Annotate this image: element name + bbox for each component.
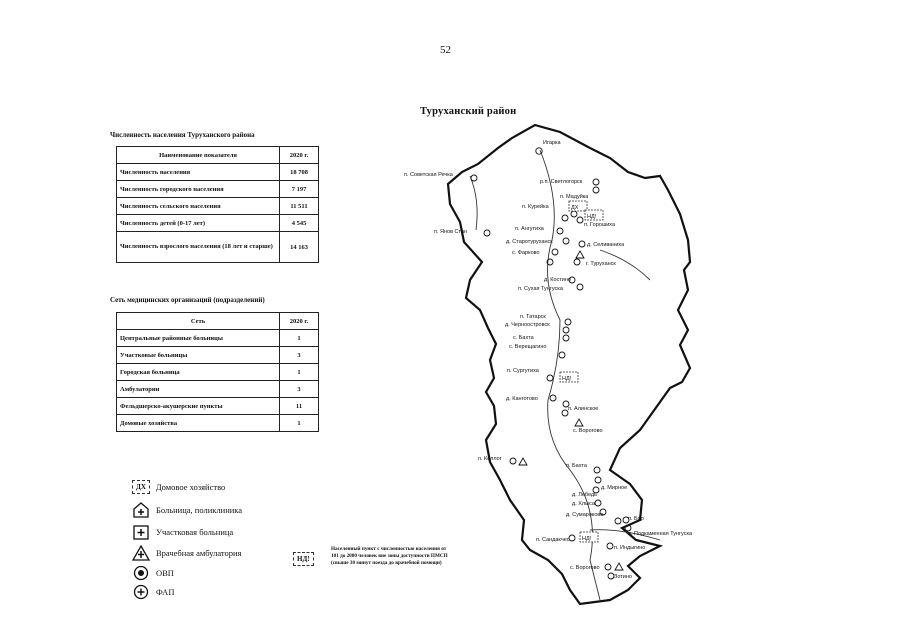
- map-label: д. Старотуруханск: [506, 239, 553, 245]
- dh-marker: [569, 201, 587, 211]
- map-label: д. Селиваниха: [587, 242, 625, 248]
- row-label: Численность взрослого населения (18 лет и старше): [117, 232, 280, 263]
- map-label: п. Советская Речка: [404, 172, 453, 178]
- map-label: НД!: [587, 214, 597, 220]
- map-label: п. Бахта: [566, 463, 587, 469]
- population-header-name: Наименование показателя: [117, 147, 280, 164]
- legend-ambulatory-label: Врачебная амбулатория: [156, 548, 242, 558]
- map-label: п. Алинское: [568, 406, 599, 412]
- map-label: НД!: [562, 376, 572, 382]
- map-label: Игарка: [543, 140, 561, 146]
- row-value: 3: [280, 347, 319, 364]
- legend-ovp-label: ОВП: [156, 568, 174, 578]
- med-orgs-title: Сеть медицинских организаций (подразделений): [110, 296, 265, 304]
- map-label: п. Горошиха: [584, 222, 616, 228]
- row-label: Центральные районные больницы: [117, 330, 280, 347]
- map-label: НД!: [582, 536, 592, 542]
- dh-icon: ДХ: [132, 480, 150, 494]
- map-label: п. Сандакчес: [536, 537, 570, 543]
- row-value: 11 511: [280, 198, 319, 215]
- row-label: Численность населения: [117, 164, 280, 181]
- map-label: Зотино: [614, 574, 632, 580]
- row-value: 1: [280, 415, 319, 432]
- map-label: п. Келлог: [478, 456, 502, 462]
- map-label: п. Ангутиха: [515, 226, 544, 232]
- row-label: Участковые больницы: [117, 347, 280, 364]
- map-label: г. Туруханск: [586, 261, 616, 267]
- row-value: 7 197: [280, 181, 319, 198]
- map-label: п. Мадуйка: [560, 194, 589, 200]
- row-label: Численность городского населения: [117, 181, 280, 198]
- row-label: Численность сельского населения: [117, 198, 280, 215]
- row-label: Городская больница: [117, 364, 280, 381]
- map-label: с. Фарково: [512, 250, 540, 256]
- map-label: р.п. Светлогорск: [540, 179, 583, 185]
- med-orgs-header-name: Сеть: [117, 313, 280, 330]
- map-label: д. Хлыса: [572, 501, 595, 507]
- legend-hospital-label: Больница, поликлиника: [156, 505, 243, 515]
- map-label: д. Канготово: [506, 396, 538, 402]
- row-label: Фельдшерско-акушерские пункты: [117, 398, 280, 415]
- map-label: п. Бор: [628, 516, 644, 522]
- row-value: 1: [280, 364, 319, 381]
- place-labels: [404, 140, 693, 580]
- map-label: ДХ: [571, 205, 579, 211]
- map-label: с. Бахта: [513, 335, 534, 341]
- population-title: Численность населения Туруханского района: [110, 131, 255, 139]
- row-value: 3: [280, 381, 319, 398]
- map-label: д. Сумароково: [566, 512, 604, 518]
- map-label: с. Верещагино: [509, 344, 547, 350]
- med-orgs-header-year: 2020 г.: [280, 313, 319, 330]
- legend-fap-label: ФАП: [156, 587, 175, 597]
- map-label: д. Лебедь: [572, 492, 597, 498]
- row-label: Домовые хозяйства: [117, 415, 280, 432]
- row-label: Амбулатории: [117, 381, 280, 398]
- row-value: 4 545: [280, 215, 319, 232]
- map-label: д. Черноостровск: [505, 322, 550, 328]
- row-value: 1: [280, 330, 319, 347]
- map-label: п. Сургутиха: [507, 368, 539, 374]
- row-value: 14 163: [280, 232, 319, 263]
- map-label: п. Татарск: [520, 314, 546, 320]
- population-header-year: 2020 г.: [280, 147, 319, 164]
- map-label: п. Сухая Тунгуска: [518, 286, 563, 292]
- page-number: 52: [440, 44, 451, 56]
- nd-note: Населенный пункт с численностью населения от 101 до 2000 человек вне зоны доступности ПМСП (свыше 30 минут поезда до врачебной помощи): [331, 546, 448, 566]
- legend-district-hospital-label: Участковая больница: [156, 527, 234, 537]
- row-value: 18 708: [280, 164, 319, 181]
- settlement-markers: [471, 148, 631, 579]
- map-label: п. Индыгино: [614, 545, 646, 551]
- nd-icon: НД!: [293, 552, 314, 566]
- legend-dh-label: Домовое хозяйство: [155, 482, 226, 492]
- map-label: с. Ворогово: [570, 565, 600, 571]
- map-label: п. Янов Стан: [434, 229, 468, 235]
- map-label: д. Костино: [544, 277, 571, 283]
- row-label: Численность детей (0-17 лет): [117, 215, 280, 232]
- row-value: 11: [280, 398, 319, 415]
- map-label: п. Подкаменная Тунгуска: [628, 531, 693, 537]
- map-label: д. Мирное: [601, 485, 628, 491]
- map-title: Туруханский район: [420, 106, 517, 117]
- map-label: с. Ворогово: [573, 428, 603, 434]
- map-label: п. Курейка: [522, 204, 549, 210]
